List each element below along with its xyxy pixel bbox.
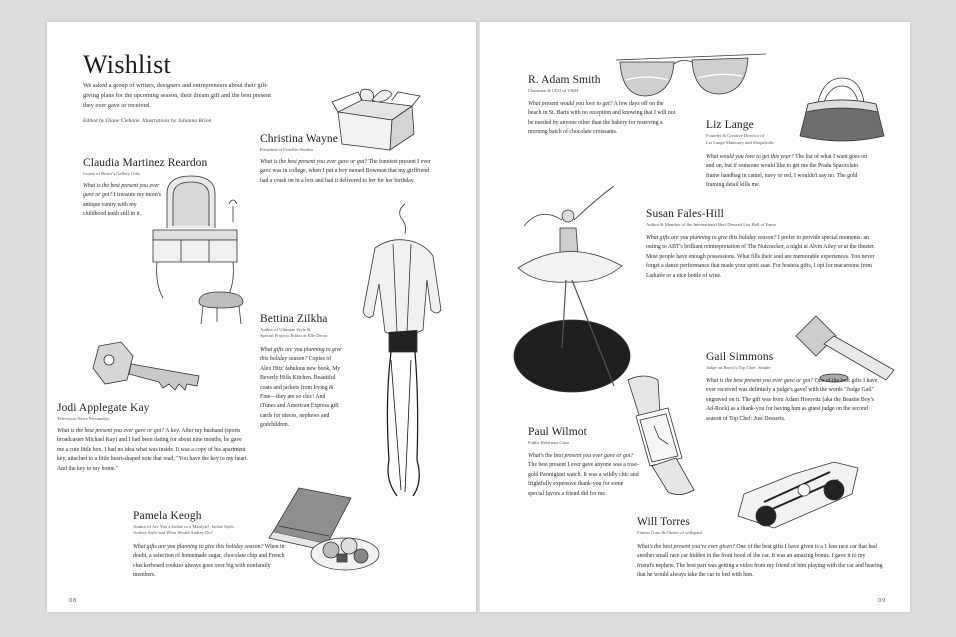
- bettina-role-2: Special Projects Editor at Elle Decor: [260, 333, 328, 338]
- gift-box-illustration: [332, 72, 422, 152]
- race-car-illustration: [734, 454, 860, 532]
- paul-answer: What's the best present you ever gave or got? The best present I ever gave anyone was a rose-gold Parmigiani watch. It was a wildly chic and frightfully expensive thank-you for some special favors a friend did for me.: [528, 453, 639, 497]
- coat-mannequin-illustration: [345, 200, 443, 500]
- intro-text: We asked a group of writers, designers and entrepreneurs about their gift-giving plans for the upcoming season, their dream gift and the best present they ever gave or received.: [83, 82, 271, 109]
- jodi-question: What is the best present you ever gave or got?: [57, 428, 165, 434]
- christina-question: What is the best present you ever gave or got?: [260, 159, 368, 165]
- will-answer: What's the best present you've ever given? One of the best gifts I have given is a 1 less race car that had another small race car hidden in the front hood of the car. It was an amazing bonus. I gave it to my friend's nephew. The best part was getting a video from my friend of him playing with the car and hearing that he would always take the car to bed with him.: [637, 544, 883, 579]
- will-question: What's the best present you've ever given?: [637, 544, 735, 550]
- claudia-question: What is the best present you ever gave or got?: [83, 183, 160, 199]
- paul-question: What's the best present you ever gave or got?: [528, 453, 634, 459]
- claudia-name: Claudia Martinez Reardon: [83, 157, 208, 169]
- page-number-left: 08: [69, 598, 78, 604]
- paul-role: Public Relations Guru: [528, 440, 569, 445]
- credit-line: Edited by Diane Clehane. Illustrations by Julianna Brion: [83, 118, 212, 124]
- liz-role-1: Founder & Creative Director of: [706, 133, 765, 138]
- liz-answer: What would you love to get this year? The list of what I want goes on and on, but if someone would like to get me the Prada Spazzolato frame handbag in camel, navy or red, I wouldn't say no. The gold framing detail kills me.: [706, 154, 868, 189]
- susan-answer: What gifts are you planning to give this holiday season? I prefer to provide special moments: an outing to ABT's brilliant reinterpretation of The Nutcracker, a night at Alvin Ailey or at the theater. Most people have enough possessions. What fills their soul are memorable experiences. You never forget a dance performance that made your spirit soar. For hostess gifts, I opt for macaroons from Ladurée or a nice bottle of wine.: [646, 235, 875, 279]
- gail-question: What is the best present you ever gave or got?: [706, 378, 814, 384]
- pamela-answer: What gifts are you planning to give this holiday season? When in doubt, a selection of homemade sugar, chocolate chip and French checkerboard cookies always goes over big with nonfamily members.: [133, 544, 285, 579]
- bettina-answer: What gifts are you planning to give this holiday season? Copies of Alex Hitz' fabulous new book, My Beverly Hills Kitchen. Beautiful coats and jackets from Irving & Fine—they are so chic! And iTunes and American Express gift cards for nieces, nephews and godchildren.: [260, 347, 342, 429]
- jodi-answer: What is the best present you ever gave or got? A key. After my husband (sports broadcaster Michael Kay) and I had been dating for about nine months, he gave me a cute little box. I had no idea what was inside. It was a copy of his apartment key, attached to a little heart-shaped note that read, "You have the key to my heart. And the key to my home.": [57, 428, 249, 472]
- gavel-illustration: [794, 314, 898, 386]
- pamela-question: What gifts are you planning to give this holiday season?: [133, 544, 264, 550]
- radam-name: R. Adam Smith: [528, 74, 601, 86]
- vanity-table-illustration: [151, 174, 259, 334]
- radam-answer: What present would you love to get? A few days off on the beach in St. Barts with no reception and knowing that I will not be needed by anyone other than the bakery for reserving a morning batch of chocolate croissants.: [528, 101, 676, 136]
- bettina-role-1: Author of Ultimate Style &: [260, 327, 311, 332]
- sunglasses-illustration: [616, 50, 766, 104]
- page-title: Wishlist: [83, 50, 172, 79]
- pamela-role-1: Author of Are You a Jackie or a Marilyn?, Jackie Style,: [133, 524, 235, 529]
- susan-role: Author & Member of the International Best Dressed List Hall of Fame: [646, 222, 776, 227]
- christina-role: President of Cineflix Studios: [260, 147, 314, 152]
- will-name: Will Torres: [637, 516, 690, 528]
- bettina-question: What gifts are you planning to give this holiday season?: [260, 347, 342, 363]
- key-illustration: [87, 340, 207, 396]
- left-page: [47, 22, 476, 612]
- christina-answer: What is the best present you ever gave or got? The funniest present I ever gave was in college, when I put a boy named Bowman that my girlfriend had a crush on in a box and had it delivered to her for her birthday.: [260, 159, 431, 184]
- liz-role-2: Liz Lange Maternity and Shopafrolic: [706, 140, 775, 145]
- bettina-name: Bettina Zilkha: [260, 313, 328, 325]
- right-page: [480, 22, 910, 612]
- jodi-role: Television News Personality: [57, 416, 110, 421]
- liz-question: What would you love to get this year?: [706, 154, 794, 160]
- page-number-right: 09: [878, 598, 887, 604]
- jodi-name: Jodi Applegate Kay: [57, 402, 150, 414]
- handbag-illustration: [798, 76, 886, 142]
- gail-name: Gail Simmons: [706, 351, 774, 363]
- paul-name: Paul Wilmot: [528, 426, 587, 438]
- radam-question: What present would you love to get?: [528, 101, 613, 107]
- susan-name: Susan Fales-Hill: [646, 208, 724, 220]
- christina-name: Christina Wayne: [260, 133, 338, 145]
- claudia-role: Costar of Bravo's Gallery Girls: [83, 171, 141, 176]
- ballerina-illustration: [510, 176, 650, 402]
- liz-name: Liz Lange: [706, 119, 754, 131]
- claudia-answer: What is the best present you ever gave or got? I treasure my mom's antique vanity with my childhood teeth still in it.: [83, 183, 162, 218]
- gail-answer: What is the best present you ever gave or got? One of the best gifts I have ever received was definitely a judge's gavel with the words "Judge Gail" engraved on it. The gift was from Adam Horovitz (aka the Beastie Boy's Ad-Rock) as a thank-you for having him as guest judge on the second season of Top Chef: Just Desserts.: [706, 378, 878, 422]
- radam-role: Chairman & CEO of V&M: [528, 88, 579, 93]
- pamela-name: Pamela Keogh: [133, 510, 202, 522]
- cookie-plate-illustration: [309, 526, 381, 572]
- pamela-role-2: Audrey Style and What Would Audrey Do?: [133, 530, 213, 535]
- susan-question: What gifts are you planning to give this holiday season?: [646, 235, 777, 241]
- will-role: Fitness Guru & Owner of willspace: [637, 530, 703, 535]
- gail-role: Judge on Bravo's Top Chef: Seattle: [706, 365, 771, 370]
